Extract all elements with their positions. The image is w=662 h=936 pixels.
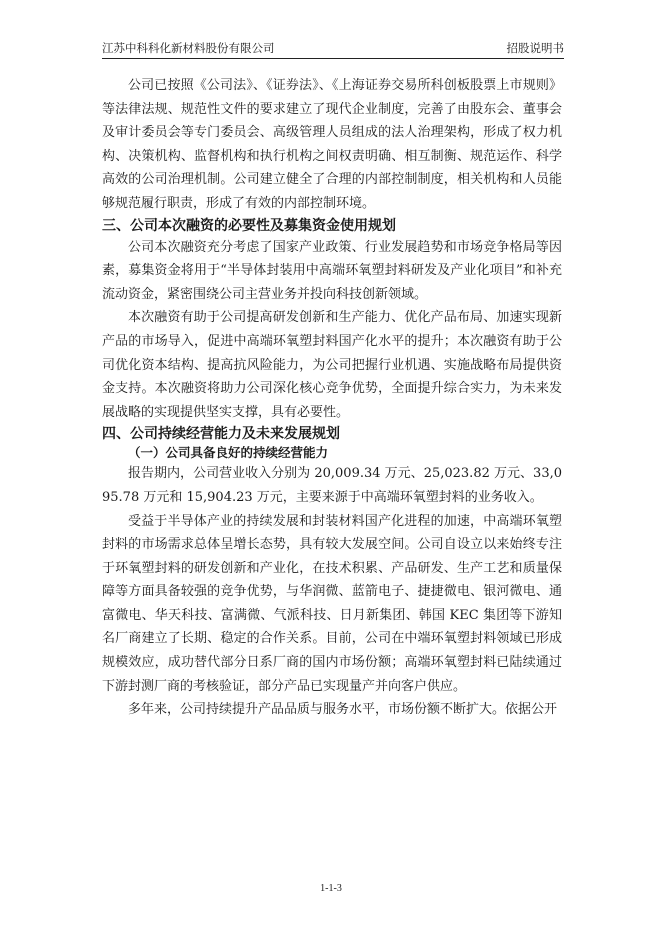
header-company-name: 江苏中科科化新材料股份有限公司 — [102, 41, 275, 55]
page-body — [102, 74, 562, 722]
section-4-title: 四、公司持续经营能力及未来发展规划 — [102, 426, 340, 443]
section-3-title: 三、公司本次融资的必要性及募集资金使用规划 — [102, 217, 396, 234]
section-3-paragraph-1: 公司本次融资充分考虑了国家产业政策、行业发展趋势和市场竞争格局等因素，募集资金将用于“半导体封装用中高端环氧塑封料研发及产业化项目”和补充流动资金，紧密围绕公司主营业务并投向科技创新领域。 — [102, 239, 562, 302]
section-4-paragraph-2: 受益于半导体产业的持续发展和封装材料国产化进程的加速，中高端环氧塑封料的市场需求总体呈增长态势，具有较大发展空间。公司自设立以来始终专注于环氧塑封料的研发创新和产业化，在技术积累、产品研发、生产工艺和质量保障等方面具备较强的竞争优势，与华润微、蓝箭电子、捷捷微电、银河微电、通富微电、华天科技、富满微、气派科技、日月新集团、韩国 KEC 集团等下游知名厂商建立了长期、稳定的合作关系。目前，公司在中端环氧塑封料领域已形成规模效应，成功替代部分日系厂商的国内市场份额；高端环氧塑封料已陆续通过下游封测厂商的考核验证，部分产品已实现量产并向客户供应。 — [102, 513, 562, 694]
section-4-subtitle-1: （一）公司具备良好的持续经营能力 — [128, 445, 329, 461]
page-header — [102, 38, 564, 59]
header-document-type: 招股说明书 — [506, 41, 564, 55]
section-4-paragraph-3: 多年来，公司持续提升产品品质与服务水平，市场份额不断扩大。依据公开 — [128, 702, 558, 718]
governance-paragraph: 公司已按照《公司法》、《证券法》、《上海证券交易所科创板股票上市规则》等法律法规、规范性文件的要求建立了现代企业制度，完善了由股东会、董事会及审计委员会等专门委员会、高级管理人员组成的法人治理架构，形成了权力机构、决策机构、监督机构和执行机构之间权责明确、相互制衡、规范运作、科学高效的公司治理机制。公司建立健全了合理的内部控制制度，相关机构和人员能够规范履行职责，形成了有效的内部控制环境。 — [102, 78, 562, 211]
section-4-paragraph-1: 报告期内，公司营业收入分别为 20,009.34 万元、25,023.82 万元、33,095.78 万元和 15,904.23 万元，主要来源于中高端环氧塑封料的业务收入。 — [102, 466, 562, 505]
section-3-paragraph-2: 本次融资有助于公司提高研发创新和生产能力、优化产品布局、加速实现新产品的市场导入，促进中高端环氧塑封料国产化水平的提升；本次融资有助于公司优化资本结构、提高抗风险能力，为公司把握行业机遇、实施战略布局提供资金支持。本次融资将助力公司深化核心竞争优势，全面提升综合实力，为未来发展战略的实现提供坚实支撑，具有必要性。 — [102, 310, 562, 420]
page-number: 1-1-3 — [320, 883, 342, 894]
